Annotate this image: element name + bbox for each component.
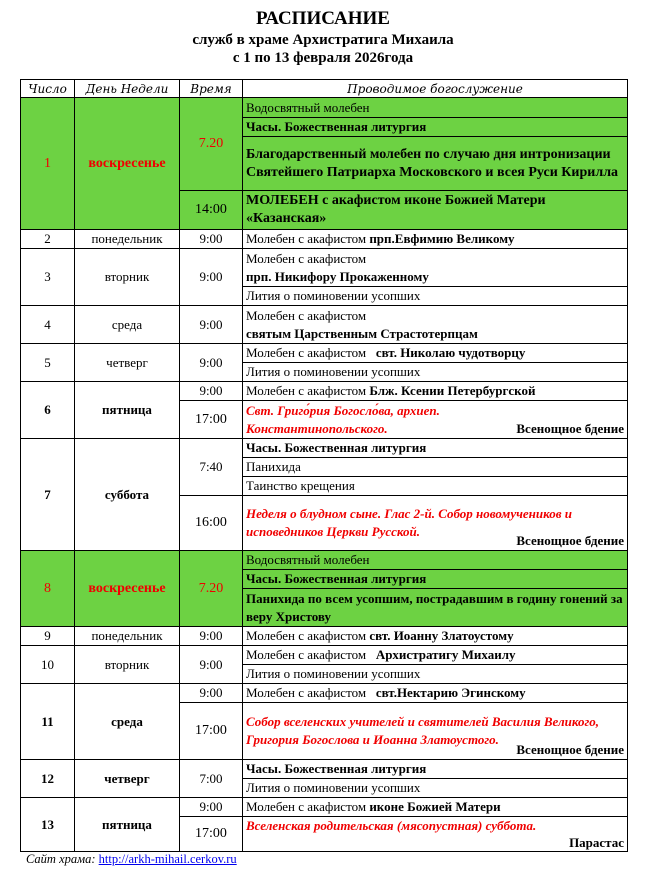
service-text: Молебен с акафистом	[246, 685, 370, 700]
column-header-service: Проводимое богослужение	[243, 80, 628, 98]
saint-name: прп.Евфимию Великому	[369, 231, 515, 246]
date-cell: 1	[21, 98, 75, 230]
service-text: Молебен с акафистом	[246, 231, 370, 246]
service-text: Молебен с акафистом	[246, 628, 370, 643]
schedule-table	[20, 79, 628, 852]
service-cell: Часы. Божественная литургия	[243, 118, 628, 137]
weekday-cell: пятница	[75, 382, 180, 439]
service-cell	[243, 249, 628, 287]
time-cell: 9:00	[180, 646, 243, 684]
date-cell: 7	[21, 439, 75, 551]
date-cell: 2	[21, 230, 75, 249]
date-cell: 8	[21, 551, 75, 627]
service-cell	[243, 306, 628, 344]
weekday-cell: четверг	[75, 760, 180, 798]
date-cell: 5	[21, 344, 75, 382]
time-cell: 16:00	[180, 496, 243, 551]
date-cell: 9	[21, 627, 75, 646]
weekday-cell: суббота	[75, 439, 180, 551]
service-cell	[243, 817, 628, 852]
service-cell: Панихида	[243, 458, 628, 477]
page-title: РАСПИСАНИЕ	[256, 8, 390, 29]
service-note: Всенощное бдение	[516, 420, 624, 436]
site-label: Сайт храма:	[26, 852, 96, 866]
service-text: Молебен с акафистом	[246, 345, 370, 360]
feast-title: Свт. Григо́рия Богосло́ва, архиеп. Константинопольского.	[246, 402, 440, 436]
weekday-cell: пятница	[75, 798, 180, 852]
service-cell: Водосвятный молебен	[243, 98, 628, 118]
table-row	[21, 798, 628, 817]
date-cell: 13	[21, 798, 75, 852]
service-text: Молебен с акафистом	[246, 250, 367, 266]
service-cell: Часы. Божественная литургия	[243, 760, 628, 779]
service-cell: МОЛЕБЕН с акафистом иконе Божией Матери «Казанская»	[243, 191, 628, 230]
time-cell: 17:00	[180, 703, 243, 760]
date-cell: 3	[21, 249, 75, 306]
time-cell: 7:00	[180, 760, 243, 798]
saint-name: свт. Николаю чудотворцу	[375, 345, 526, 360]
time-cell: 17:00	[180, 817, 243, 852]
feast-title: Неделя о блудном сыне. Глас 2-й. Собор новомучеников и исповедников Церкви Русской.	[246, 506, 573, 539]
service-cell: Часы. Божественная литургия	[243, 439, 628, 458]
time-cell: 7:40	[180, 439, 243, 496]
saint-name: прп. Никифору Прокаженному	[246, 268, 429, 284]
schedule-period: с 1 по 13 февраля 2026года	[232, 50, 414, 66]
time-cell: 9:00	[180, 344, 243, 382]
time-cell: 9:00	[180, 249, 243, 306]
column-header-time: Время	[180, 80, 243, 98]
table-header-row	[21, 80, 628, 98]
service-cell: Лития о поминовении усопших	[243, 665, 628, 684]
table-row	[21, 249, 628, 287]
service-cell: Панихида по всем усопшим, пострадавшим в годину гонений за веру Христову	[243, 589, 628, 627]
service-cell	[243, 344, 628, 363]
column-header-date: Число	[21, 80, 75, 98]
saint-name: иконе Божией Матери	[369, 799, 501, 814]
table-row	[21, 627, 628, 646]
weekday-cell: среда	[75, 306, 180, 344]
service-cell: Лития о поминовении усопших	[243, 287, 628, 306]
service-cell	[243, 627, 628, 646]
service-note: Парастас	[569, 835, 624, 850]
date-cell: 4	[21, 306, 75, 344]
service-cell: Водосвятный молебен	[243, 551, 628, 570]
table-row	[21, 306, 628, 344]
footer	[26, 852, 237, 867]
time-cell: 7.20	[180, 98, 243, 191]
service-cell	[243, 382, 628, 401]
weekday-cell: четверг	[75, 344, 180, 382]
time-cell: 14:00	[180, 191, 243, 230]
service-cell	[243, 401, 628, 439]
time-cell: 9:00	[180, 382, 243, 401]
saint-name: святым Царственным Страстотерпцам	[246, 325, 478, 341]
date-cell: 11	[21, 684, 75, 760]
service-cell: Лития о поминовении усопших	[243, 779, 628, 798]
date-cell: 12	[21, 760, 75, 798]
feast-title: Вселенская родительская (мясопустная) суббота.	[246, 818, 537, 833]
service-note: Всенощное бдение	[516, 742, 624, 757]
time-cell: 9:00	[180, 684, 243, 703]
service-cell: Часы. Божественная литургия	[243, 570, 628, 589]
weekday-cell: воскресенье	[75, 551, 180, 627]
date-cell: 6	[21, 382, 75, 439]
table-row	[21, 439, 628, 458]
saint-name: Блж. Ксении Петербургской	[369, 383, 536, 398]
time-cell: 9:00	[180, 798, 243, 817]
service-cell	[243, 230, 628, 249]
table-row	[21, 684, 628, 703]
time-cell: 9:00	[180, 230, 243, 249]
service-text: Молебен с акафистом	[246, 307, 367, 323]
table-row	[21, 760, 628, 779]
service-cell: Лития о поминовении усопших	[243, 363, 628, 382]
feast-title: Собор вселенских учителей и святителей Василия Великого, Григория Богослова и Иоанна Златоустого.	[246, 714, 600, 747]
weekday-cell: воскресенье	[75, 98, 180, 230]
saint-name: Архистратигу Михаилу	[375, 647, 516, 662]
service-cell: Таинство крещения	[243, 477, 628, 496]
table-row	[21, 230, 628, 249]
time-cell: 9:00	[180, 627, 243, 646]
weekday-cell: понедельник	[75, 230, 180, 249]
service-cell: Благодарственный молебен по случаю дня интронизации Святейшего Патриарха Московского и всея Руси Кирилла	[243, 137, 628, 191]
saint-name: свт.Нектарию Эгинскому	[375, 685, 526, 700]
table-row	[21, 551, 628, 570]
service-note: Всенощное бдение	[516, 533, 624, 548]
table-row	[21, 382, 628, 401]
column-header-weekday: День Недели	[75, 80, 180, 98]
time-cell: 7.20	[180, 551, 243, 627]
date-cell: 10	[21, 646, 75, 684]
service-text: Молебен с акафистом	[246, 647, 370, 662]
service-cell	[243, 646, 628, 665]
service-text: Молебен с акафистом	[246, 383, 370, 398]
weekday-cell: вторник	[75, 646, 180, 684]
service-cell	[243, 798, 628, 817]
weekday-cell: среда	[75, 684, 180, 760]
table-row	[21, 344, 628, 363]
service-cell	[243, 496, 628, 551]
page-subtitle: служб в храме Архистратига Михаила	[192, 32, 454, 48]
saint-name: свт. Иоанну Златоустому	[369, 628, 514, 643]
service-cell	[243, 684, 628, 703]
service-cell	[243, 703, 628, 760]
time-cell: 17:00	[180, 401, 243, 439]
weekday-cell: понедельник	[75, 627, 180, 646]
service-text: Молебен с акафистом	[246, 799, 370, 814]
weekday-cell: вторник	[75, 249, 180, 306]
table-row	[21, 646, 628, 665]
time-cell: 9:00	[180, 306, 243, 344]
table-row	[21, 98, 628, 118]
site-link[interactable]: http://arkh-mihail.cerkov.ru	[98, 852, 237, 866]
